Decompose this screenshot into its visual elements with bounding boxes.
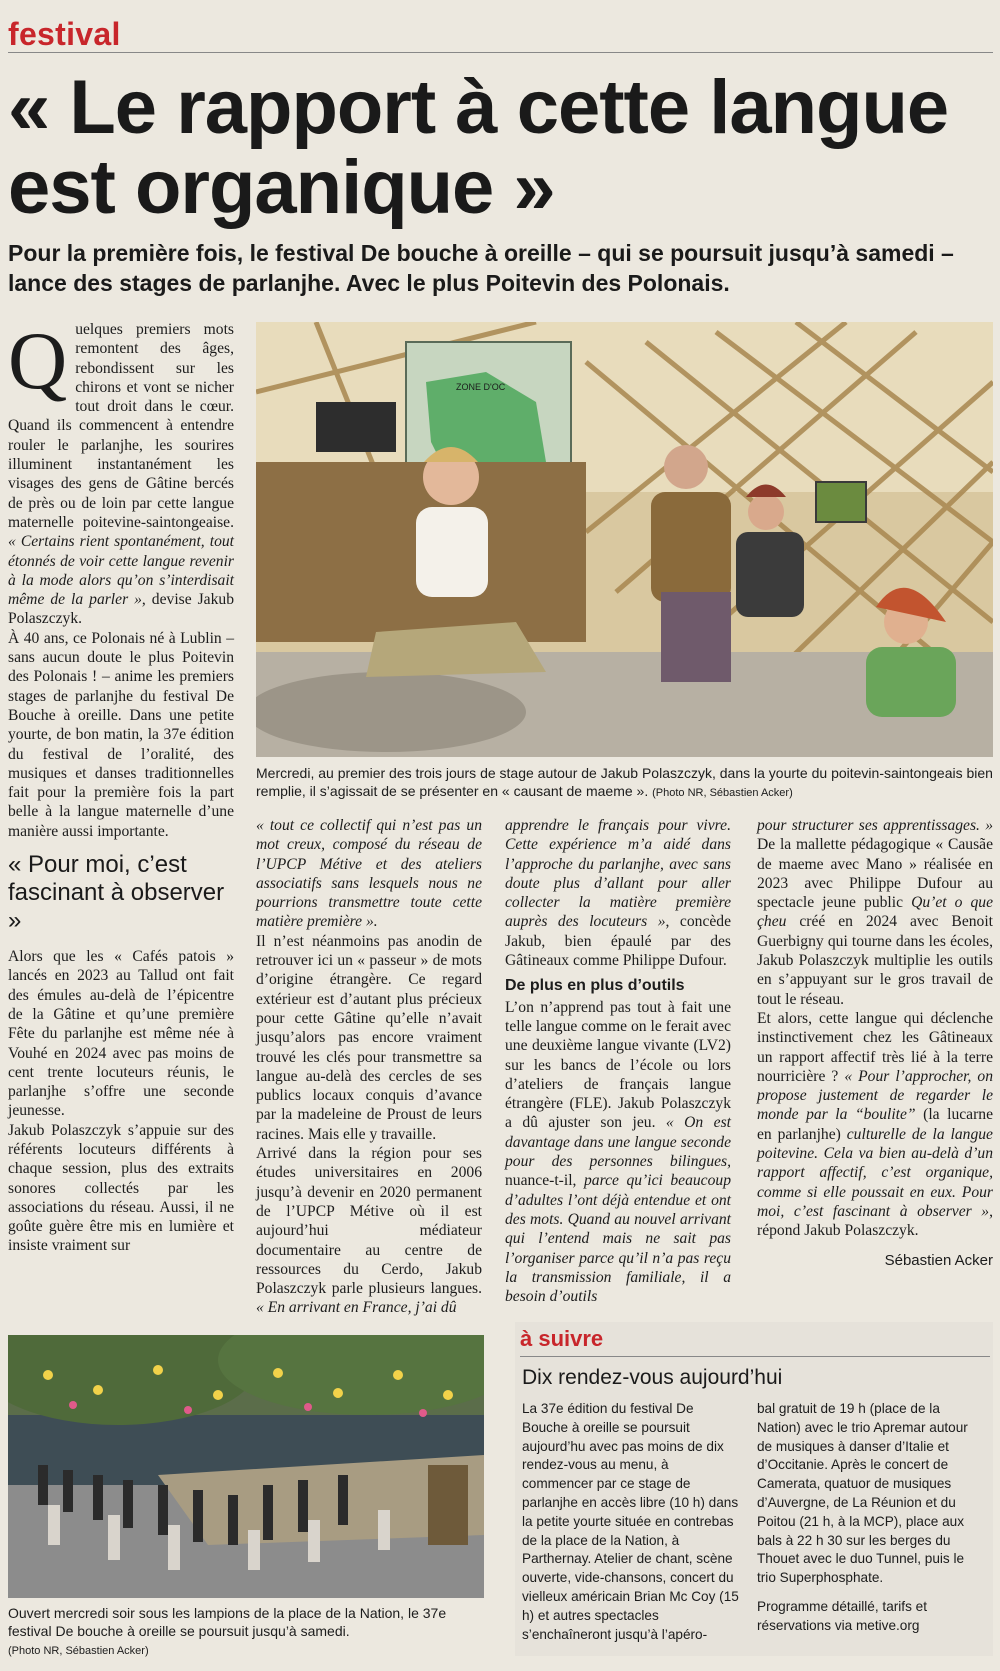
paragraph: Jakub Polaszczyk s’appuie sur des référents locuteurs différents à chaque session, plus des extraits sonores collectés par les associations du réseau. Aussi, il ne goûte guère être mis en lumière et insiste vraiment sur [8, 1121, 234, 1255]
box-rubric: à suivre [520, 1326, 604, 1351]
photo-place-de-la-nation [8, 1335, 484, 1598]
article-title: « Le rapport à cette langue est organique » [8, 65, 949, 230]
column-3 [505, 816, 731, 1306]
photo-credit: (Photo NR, Sébastien Acker) [8, 1645, 149, 1657]
drop-cap: Q [8, 315, 68, 406]
box-footer: Programme détaillé, tarifs et réservations via metive.org [757, 1598, 927, 1633]
box-column-2: bal gratuit de 19 h (place de la Nation) avec le trio Apremar autour de musiques à danser d’Italie et d’Occitanie. Après le concert de Camerata, quatuor de musiques d’Auvergne, de La Réunion et du Poitou (21 h, à la MCP), place aux bals à 22 h 30 sur les berges du Thouet avec le duo Tunnel, puis le trio Superphosphate. Programme détaillé, tarifs et réservations via metive.org [757, 1400, 985, 1636]
box-column-1: La 37e édition du festival De Bouche à oreille se poursuit aujourd’hu avec pas moins de dix rendez-vous au menu, à commencer par ce stage de parlanjhe en accès libre (10 h) dans la petite yourte située en contrebas de la place de la Nation, à Parthernay. Atelier de chant, scène ouverte, vide-chansons, concert du vielleux américain Brian Mc Coy (15 h) et autres spectacles s’enchaîneront jusqu’à l’apéro- [522, 1401, 739, 1642]
box-title: Dix rendez-vous aujourd’hui [522, 1366, 783, 1389]
yurt-photo-illustration [256, 322, 993, 757]
paragraph: Alors que les « Cafés patois » lancés en 2023 au Tallud ont fait des émules au-delà de l’épicentre de la Gâtine et qu’une première Fête du parlanjhe est même née à Vouhé en 2024 avec pas moins de cent trente locuteurs réunis, le parlanjhe s’offre une seconde jeunesse. [8, 948, 234, 1120]
paragraph: Et alors, cette langue qui déclenche instinctivement chez les Gâtineaux un rapport affectif très lié à la terre nourricière ? « Pour l’approcher, on propose justement de regarder le monde par la “boulite” (la lucarne en parlanjhe) culturelle de la langue poitevine. Cela va bien au-delà d’un rapport affectif, c’est organique, comme si elle poussait en eux. Pour moi, c’est fascinant à observer », répond Jakub Polaszczyk. [757, 1009, 993, 1240]
photo-2-caption: Ouvert mercredi soir sous les lampions de la place de la Nation, le 37e festival De bouche à oreille se poursuit jusqu’à samedi. (Photo NR, Sébastien Acker) [8, 1605, 447, 1657]
paragraph: « tout ce collectif qui n’est pas un mot creux, composé du réseau de l’UPCP Métive et des ateliers associatifs sans lesquels nous ne pourrions transmettre toute cette matière première ». [256, 817, 482, 931]
subheading: De plus en plus d’outils [505, 977, 685, 995]
paragraph: L’on n’apprend pas tout à fait une telle langue comme on le ferait avec une deuxième langue vivante (LV2) sur les bancs de l’école ou lors d’ateliers de français langue étrangère (FLE). Jakub Polaszczyk a dû ajuster son jeu. « On est davantage dans une langue seconde pour des personnes bilingues, nuance-t-il, parce qu’ici beaucoup d’adultes l’ont déjà entendue et ont des mots. Quand au nouvel arrivant qui l’entend mais ne sait pas l’organiser parce qu’il n’a pas reçu la transmission familiale, il a besoin d’outils [505, 998, 731, 1306]
column-2 [256, 816, 482, 1318]
map-label: ZONE D'OC [456, 382, 506, 392]
column-4 [757, 816, 993, 1270]
paragraph: Il n’est néanmoins pas anodin de retrouver ici un « passeur » de mots d’origine étrangère. Ce regard extérieur est d’autant plus précieux pour cette Gâtine qu’elle n’avait jusqu’alors pas encore vraiment trouvé les clés pour transmettre sa langue au-delà des cercles de ses publics locaux conquis d’avance par la madeleine de Proust de leurs racines. Mais elle y travaille. [256, 932, 482, 1143]
box-rule [520, 1356, 990, 1357]
dance-photo-illustration [8, 1335, 484, 1598]
paragraph: pour structurer ses apprentissages. » De la mallette pédagogique « Causãe de maeme avec Mano » réalisée en 2023 avec Philippe Dufour au spectacle jeune public Qu’et o que çheu créé en 2024 avec Benoit Guerbigny qui tourne dans les écoles, Jakub Polaszczyk multiplie les outils en s’appuyant sur le gros travail de tout le réseau. [757, 817, 993, 1008]
paragraph: Arrivé dans la région pour ses études universitaires en 2006 jusqu’à devenir en 2020 permanent de l’UPCP Métive où il est aujourd’hui médiateur documentaire au centre de ressources du Cerdo, Jakub Polaszczyk parle plusieurs langues. « En arrivant en France, j’ai dû [256, 1145, 482, 1317]
paragraph: apprendre le français pour vivre. Cette expérience m’a aidé dans l’approche du parlanjhe, avec sans doute plus d’allant pour aller collecter la matière première auprès des locuteurs », concède Jakub, bien épaulé par des Gâtineaux comme Philippe Dufour. [505, 817, 732, 970]
column-1 [8, 315, 234, 1256]
photo-yurt-workshop [256, 322, 993, 757]
intertitle: « Pour moi, c’est fascinant à observer » [8, 851, 225, 935]
paragraph: À 40 ans, ce Polonais né à Lublin – sans aucun doute le plus Poitevin des Polonais ! – anime les premiers stages de parlanjhe du festival De Bouche à oreille. Dans une petite yourte, de bon matin, la 37e édition du festival de l’oralité, des musiques et danses traditionnelles fait pour la première fois la part belle à la langue maternelle d’une manière aussi importante. [8, 629, 234, 840]
photo-1-caption: Mercredi, au premier des trois jours de stage autour de Jakub Polaszczyk, dans la yourte du poitevin-saintongeais bien remplie, il s’agissait de se présenter en « causant de maeme ». (Photo NR, Sébastien Acker) [256, 765, 993, 799]
lead-paragraph: Quelques premiers mots remontent des âges, rebondissent sur les chirons et vont se nicher tout droit dans le cœur. Quand ils commencent à entendre rouler le parlanjhe, les sourires illuminent instantanément les visages des gens de Gâtine bercés de près ou de loin par cette langue maternelle poitevine-saintongeaise. « Certains rient spontanément, tout étonnés de voir cette langue revenir à la mode alors qu’on s’interdisait même de la parler », devise Jakub Polaszczyk. [8, 315, 234, 628]
rubric-rule [8, 52, 993, 53]
photo-credit: (Photo NR, Sébastien Acker) [652, 787, 793, 799]
article-signature: Sébastien Acker [884, 1251, 993, 1269]
section-rubric: festival [8, 16, 121, 52]
article-subtitle: Pour la première fois, le festival De bouche à oreille – qui se poursuit jusqu’à samedi – lance des stages de parlanjhe. Avec le plus Poitevin des Polonais. [8, 240, 954, 296]
